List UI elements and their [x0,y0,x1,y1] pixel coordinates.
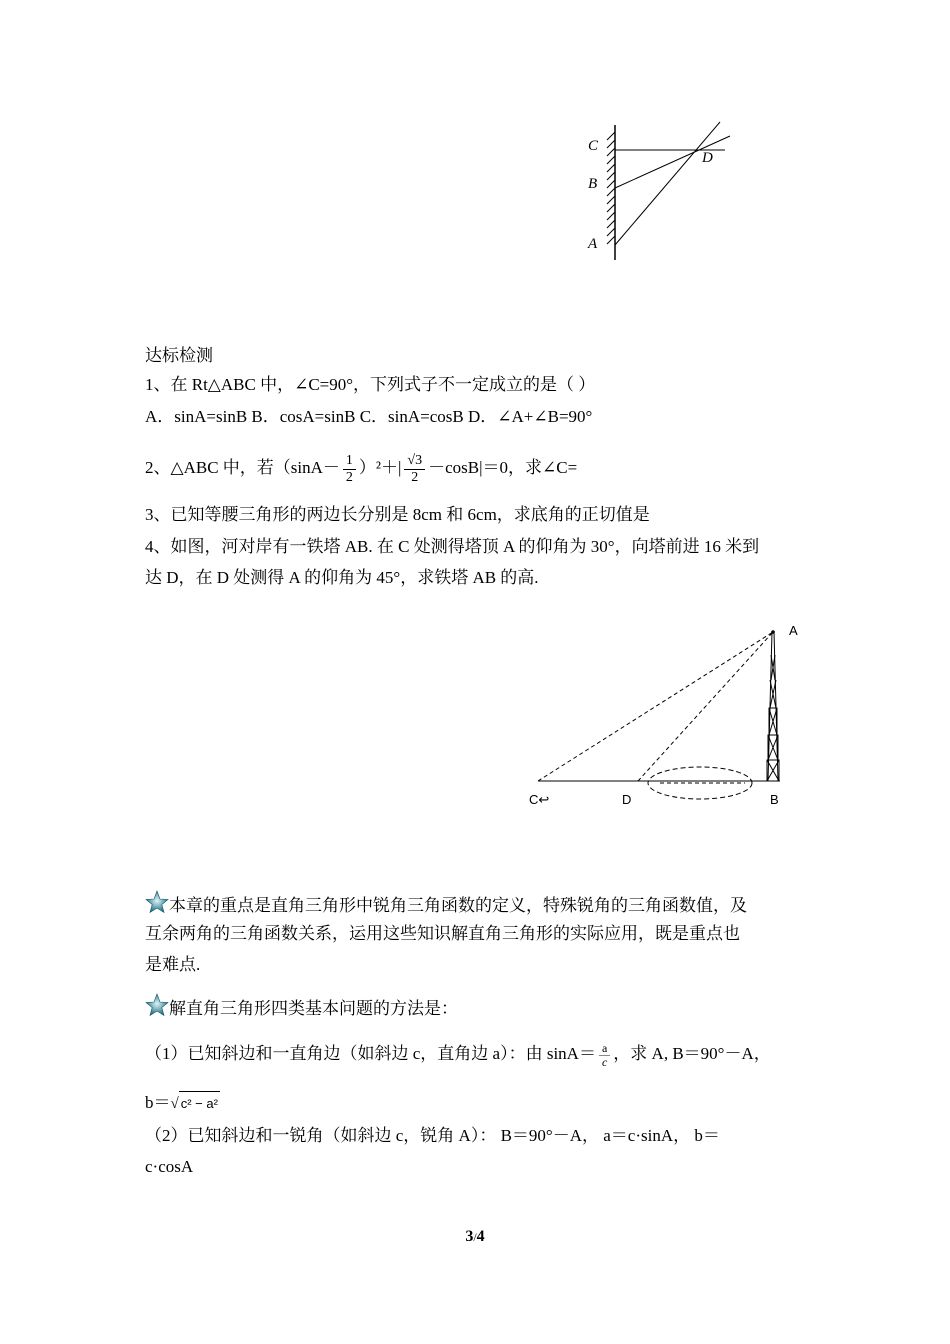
method-2-line-1: （2）已知斜边和一锐角（如斜边 c，锐角 A）： B＝90°－A， a＝c·sinA， b＝ [145,1126,720,1145]
key-points-text-1: 本章的重点是直角三角形中锐角三角函数的定义，特殊锐角的三角函数值，及 [169,896,747,915]
figure-wall-diagram [580,120,740,270]
tower-top-point [771,630,775,634]
key-points-line-3: 是难点. [145,955,201,974]
b-equals: b＝ [145,1093,171,1112]
question-1-options: A．sinA=sinB B．cosA=sinB C．sinA=cosB D．∠A+∠B=90° [145,407,593,426]
page-number [0,1228,950,1246]
method-1-line [145,1032,810,1076]
key-points-line-1 [145,890,810,918]
method-1-suffix: ，求 A, B＝90°－A， [613,1044,771,1063]
label-d: D [702,150,713,166]
page-separator: / [473,1230,477,1244]
radical-sign: √ [170,1096,179,1112]
q2-fraction-root3 [404,453,425,486]
method-1-b-formula [145,1091,810,1116]
label-b: B [770,792,779,807]
tower-structure [767,632,779,781]
label-c: C↩ [529,792,550,807]
q2-prefix: 2、△ABC 中，若（sinA－ [145,458,340,477]
q2-suffix: －cosB|＝0，求∠C= [428,458,578,477]
method-2-line-2: c·cosA [145,1157,194,1176]
star-icon [145,993,169,1017]
section-title: 达标检测 [145,346,213,365]
fraction-denominator: c [601,1054,608,1069]
label-a: A [789,623,798,638]
method-1-prefix: （1）已知斜边和一直角边（如斜边 c，直角边 a）：由 sinA＝ [145,1044,596,1063]
page-current: 3 [465,1228,474,1245]
tower-diagram-svg [525,620,815,820]
sightline-da [638,632,773,781]
q2-mid: ）²＋| [358,458,402,477]
question-4-line-2: 达 D，在 D 处测得 A 的仰角为 45°，求铁塔 AB 的高. [145,568,539,587]
label-d: D [622,792,632,807]
q2-fraction-half [343,453,356,486]
label-c: C [588,138,599,154]
page-total: 4 [476,1228,485,1245]
label-a: A [588,236,598,252]
fraction-numerator: 1 [343,453,356,470]
fraction-denominator: 2 [411,469,419,485]
radicand: c² − a² [179,1091,220,1116]
key-points-line-2: 互余两角的三角函数关系，运用这些知识解直角三角形的实际应用，既是重点也 [145,924,740,943]
fraction-numerator: √3 [404,453,425,470]
label-b: B [588,176,598,192]
question-4-line-1: 4、如图，河对岸有一铁塔 AB. 在 C 处测得塔顶 A 的仰角为 30°，向塔前进 16 米到 [145,537,760,556]
wall-diagram-svg [580,120,740,270]
sightline-ca [538,632,773,781]
star-icon [145,890,169,914]
wall-hatching [607,132,615,244]
question-1: 1、在 Rt△ABC 中，∠C=90°，下列式子不一定成立的是（ ） [145,375,596,394]
methods-title-text: 解直角三角形四类基本问题的方法是： [169,999,458,1018]
figure-tower-diagram [525,620,815,820]
methods-title [145,993,810,1021]
line-ad [615,122,720,245]
question-3: 3、已知等腰三角形的两边长分别是 8cm 和 6cm，求底角的正切值是 [145,505,650,524]
question-2 [145,444,810,492]
method-1-fraction [599,1042,610,1069]
fraction-numerator: a [599,1042,610,1056]
fraction-denominator: 2 [345,469,353,485]
